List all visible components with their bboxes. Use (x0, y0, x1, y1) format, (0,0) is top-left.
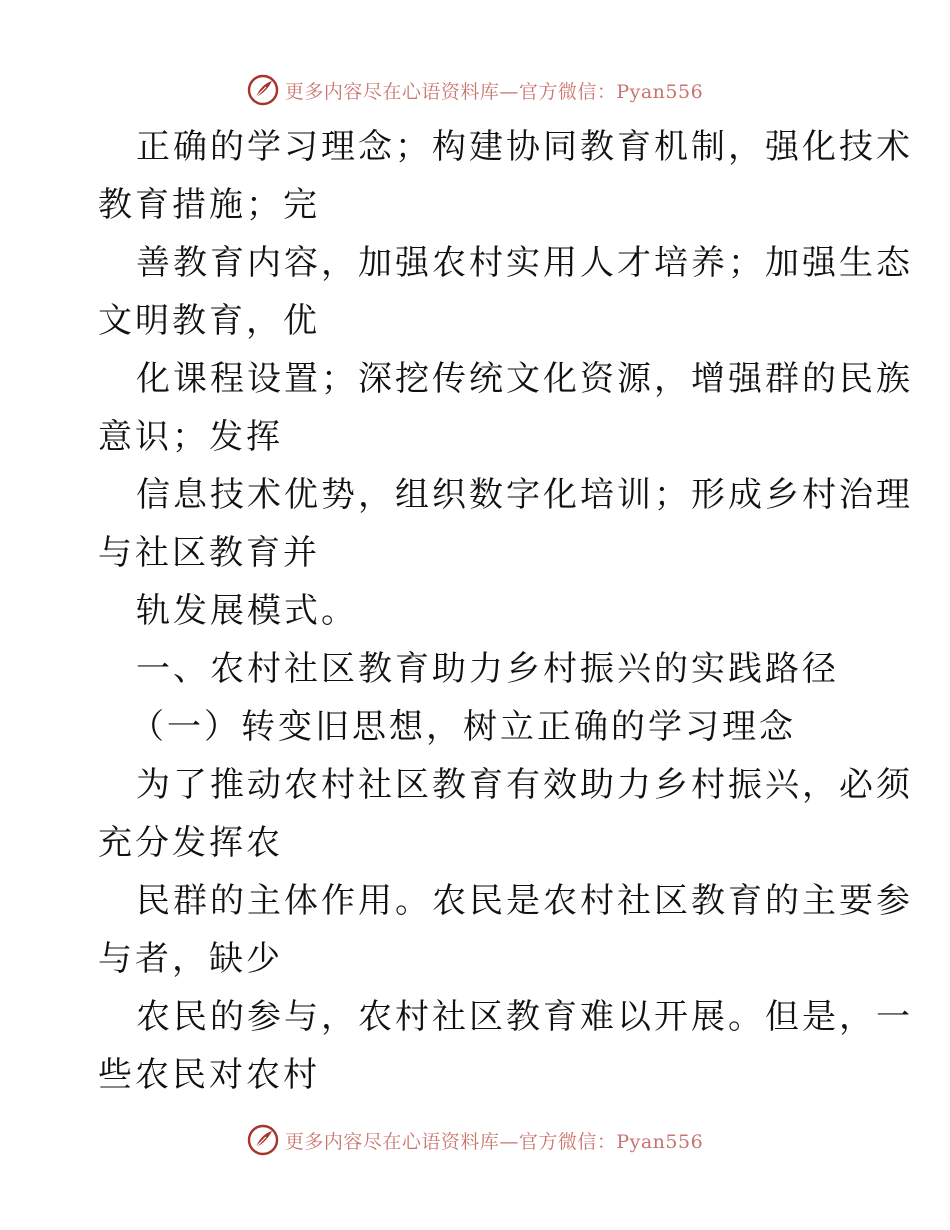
body-line: 充分发挥农 (98, 823, 283, 863)
feather-pen-logo-icon (247, 74, 279, 106)
body-line: 为了推动农村社区教育有效助力乡村振兴，必须 (136, 765, 913, 805)
body-line: 教育措施；完 (98, 185, 320, 225)
body-line: 善教育内容，加强农村实用人才培养；加强生态 (136, 243, 913, 283)
body-line: 民群的主体作用。农民是农村社区教育的主要参 (136, 881, 913, 921)
body-line: 轨发展模式。 (136, 591, 358, 631)
section-heading: 一、农村社区教育助力乡村振兴的实践路径 (136, 649, 839, 689)
body-line: 些农民对农村 (98, 1055, 320, 1095)
body-line: 信息技术优势，组织数字化培训；形成乡村治理 (136, 475, 913, 515)
body-line: 文明教育，优 (98, 301, 320, 341)
footer-banner (0, 1120, 950, 1160)
subsection-heading: （一）转变旧思想，树立正确的学习理念 (130, 707, 796, 747)
body-line: 与者，缺少 (98, 939, 283, 979)
body-line: 意识；发挥 (98, 417, 283, 457)
body-line: 正确的学习理念；构建协同教育机制，强化技术 (136, 127, 913, 167)
header-banner-text: 更多内容尽在心语资料库—官方微信：Pyan556 (284, 80, 704, 103)
body-text (98, 118, 913, 1104)
footer-banner-text: 更多内容尽在心语资料库—官方微信：Pyan556 (284, 1130, 704, 1153)
header-banner (0, 70, 950, 110)
body-line: 农民的参与，农村社区教育难以开展。但是，一 (136, 997, 913, 1037)
feather-pen-logo-icon (247, 1124, 279, 1156)
body-line: 化课程设置；深挖传统文化资源，增强群的民族 (136, 359, 913, 399)
body-line: 与社区教育并 (98, 533, 320, 573)
